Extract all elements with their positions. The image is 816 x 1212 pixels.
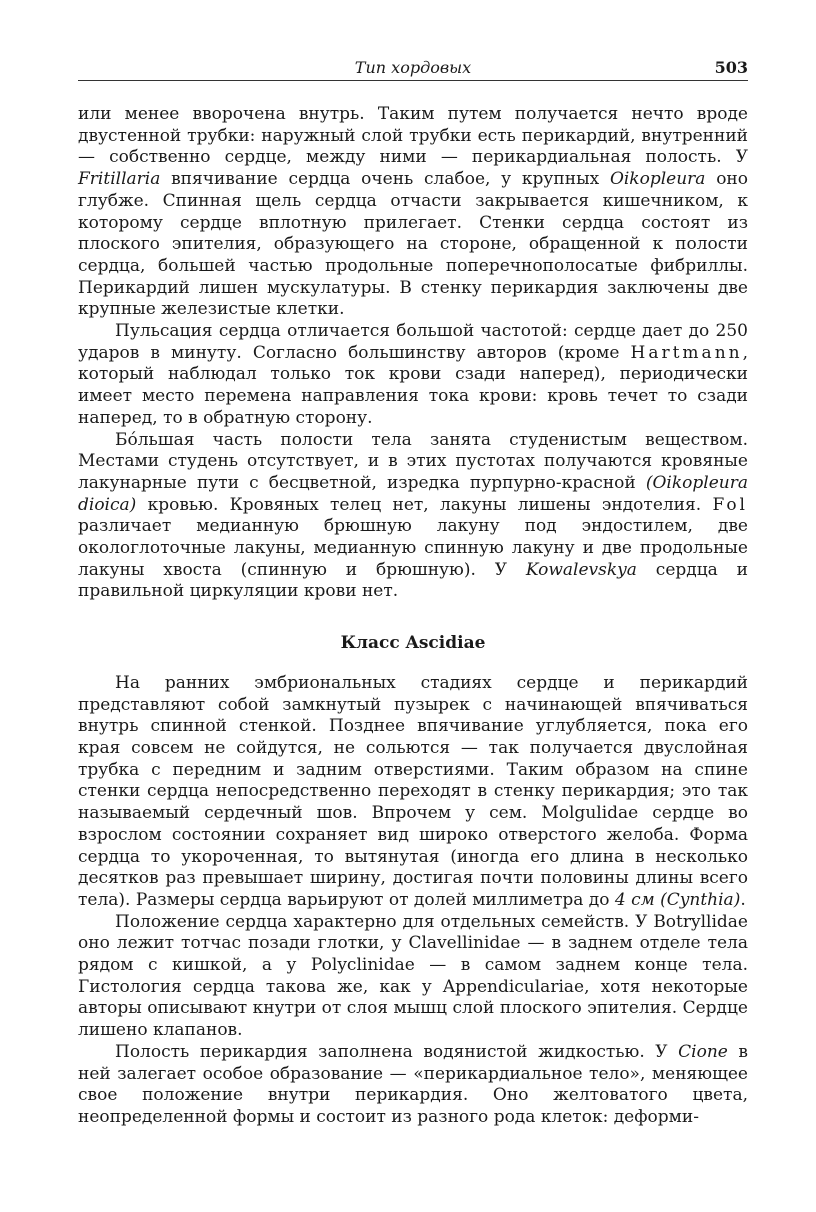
taxon-name: Oikopleura xyxy=(609,169,706,190)
paragraph-4 xyxy=(78,673,748,912)
text: Положение сердца характерно для отдельных семейств. У Botryllidae оно лежит тотчас позади глотки, у Clavellinidae — в заднем отделе тела рядом с кишкой, а у Polyclinidae — в самом заднем конце тела. Гистология сердца такова же, как у Appendiculariae, хотя некоторые авторы описывают кнутри от слоя мышц слой плоского эпителия. Сердце лишено клапанов. xyxy=(78,911,748,1041)
taxon-name: Kowalevskya xyxy=(525,559,637,580)
paragraph-5 xyxy=(78,912,748,1042)
taxon-name: Cione xyxy=(678,1041,728,1062)
taxon-name: Fritillaria xyxy=(78,169,161,190)
paragraph-1 xyxy=(78,104,748,321)
paragraph-3 xyxy=(78,430,748,604)
text: в ней залегает особое образование — «перикардиальное тело», меняющее свое положение внутри перикардия. Оно желтоватого цвета, неопределенной формы и состоит из разного рода клеток: деформи- xyxy=(78,1041,748,1127)
page-number: 503 xyxy=(714,58,748,77)
text: , который наблюдал только ток крови сзади наперед), периодически имеет место перемена направления тока крови: кровь течет то сзади наперед, то в обратную сторону. xyxy=(78,342,748,428)
measurement: 4 см (Cynthia) xyxy=(614,889,741,910)
text: оно глубже. Спинная щель сердца отчасти закрывается кишечником, к которому сердце вплотную прилегает. Стенки сердца состоят из плоского эпителия, образующего на стороне, обращенной к полости сердца, большей частью продольные поперечнополосатые фибриллы. Перикардий лишен мускулатуры. В стенку перикардия заключены две крупные железистые клетки. xyxy=(78,169,748,320)
text: различает медианную брюшную лакуну под эндостилем, две окологлоточные лакуны, медианную спинную лакуну и две продольные лакуны хвоста (спинную и брюшную). У xyxy=(78,516,748,580)
text: сердца и правильной циркуляции крови нет. xyxy=(78,559,748,602)
text: . xyxy=(740,889,746,910)
author-name: Hartmann xyxy=(630,342,743,363)
author-name: Fol xyxy=(712,494,748,515)
taxon-name: (Oikopleura dioica) xyxy=(78,472,748,515)
text: или менее вворочена внутрь. Таким путем получается нечто вроде двустенной трубки: наружный слой трубки есть перикардий, внутренний — собственно сердце, между ними — перикардиальная полость. У xyxy=(78,104,748,168)
section-title: Класс Ascidiae xyxy=(340,633,486,654)
paragraph-6 xyxy=(78,1042,748,1129)
paragraph-2 xyxy=(78,321,748,430)
text: Пульсация сердца отличается большой частотой: сердце дает до 250 ударов в минуту. Согласно большинству авторов (кроме xyxy=(78,321,748,363)
page-body xyxy=(78,104,748,1129)
running-title: Тип хордовых xyxy=(354,58,472,77)
running-header xyxy=(78,58,748,81)
text: На ранних эмбриональных стадиях сердце и перикардий представляют собой замкнутый пузырек с начинающей впячиваться внутрь спинной стенкой. Позднее впячивание углубляется, пока его края совсем не сойдутся, не сольются — так получается двуслойная трубка с передним и задним отверстиями. Таким образом на спине стенки сердца непосредственно переходят в стенку перикардия; это так называемый сердечный шов. Впрочем у сем. Molgulidae сердце во взрослом состоянии сохраняет вид широко отверстого желоба. Форма сердца то укороченная, то вытянутая (иногда его длина в несколько десятков раз превышает ширину, достигая почти половины длины всего тела). Размеры сердца варьируют от долей миллиметра до xyxy=(78,672,748,910)
text: Полость перикардия заполнена водянистой жидкостью. У xyxy=(115,1041,679,1062)
text: впячивание сердца очень слабое, у крупных xyxy=(160,169,610,190)
text: кровью. Кровяных телец нет, лакуны лишены эндотелия. xyxy=(136,494,713,515)
text: Бóльшая часть полости тела занята студенистым веществом. Местами студень отсутствует, и в этих пустотах получаются кровяные лакунарные пути с бесцветной, изредка пурпурно-красной xyxy=(78,429,748,493)
